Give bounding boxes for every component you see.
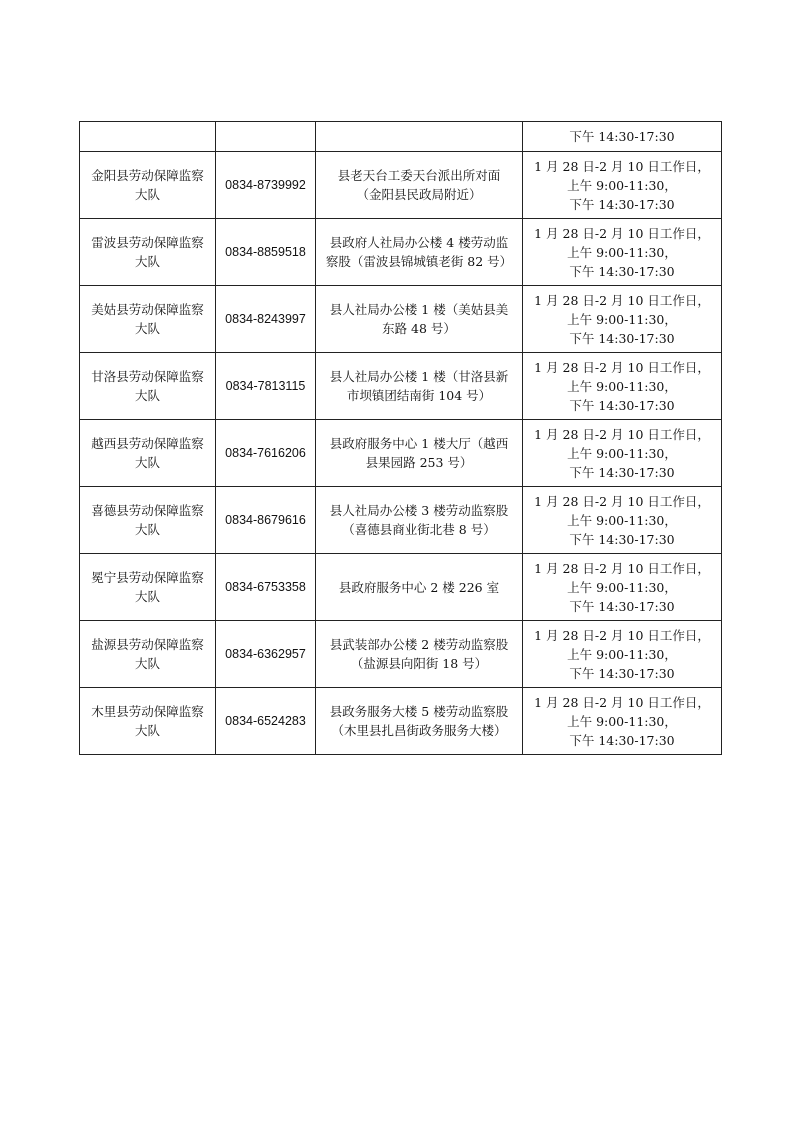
unit-name-line: 大队 xyxy=(134,589,160,604)
hours-line: 下午 14:30-17:30 xyxy=(569,263,675,279)
hours-line: 1 月 28 日-2 月 10 日工作日， xyxy=(534,292,710,308)
unit-name-line: 大队 xyxy=(134,656,160,671)
phone-cell: 0834-7813115 xyxy=(216,353,316,420)
hours-line: 上午 9:00-11:30， xyxy=(567,378,677,394)
address-cell xyxy=(316,487,523,554)
table-row xyxy=(80,487,722,554)
address-line: 县武装部办公楼 2 楼劳动监察股 xyxy=(329,637,509,652)
address-line: 县人社局办公楼 1 楼（美姑县美 xyxy=(329,302,509,317)
unit-cell xyxy=(80,621,216,688)
unit-name-line: 冕宁县劳动保障监察 xyxy=(91,570,204,585)
table-row xyxy=(80,621,722,688)
address-line: 县政府服务中心 2 楼 226 室 xyxy=(338,579,500,595)
hours-line: 上午 9:00-11:30， xyxy=(567,512,677,528)
address-cell xyxy=(316,554,523,621)
hours-line: 上午 9:00-11:30， xyxy=(567,445,677,461)
table-row xyxy=(80,152,722,219)
hours-line: 下午 14:30-17:30 xyxy=(569,531,675,547)
unit-name-line: 大队 xyxy=(134,723,160,738)
address-cell xyxy=(316,688,523,755)
table-row xyxy=(80,554,722,621)
table-row xyxy=(80,688,722,755)
table-row xyxy=(80,420,722,487)
unit-name-line: 盐源县劳动保障监察 xyxy=(91,637,204,652)
unit-name-line: 越西县劳动保障监察 xyxy=(91,436,204,451)
hours-line: 上午 9:00-11:30， xyxy=(567,646,677,662)
unit-name-line: 大队 xyxy=(134,388,160,403)
address-cell xyxy=(316,286,523,353)
unit-cell xyxy=(80,219,216,286)
hours-cell xyxy=(523,286,722,353)
hours-line: 下午 14:30-17:30 xyxy=(569,129,675,144)
unit-name-line: 甘洛县劳动保障监察 xyxy=(91,369,204,384)
hours-line: 1 月 28 日-2 月 10 日工作日， xyxy=(534,359,710,375)
address-cell xyxy=(316,621,523,688)
address-line: （盐源县向阳街 18 号） xyxy=(350,656,488,671)
hours-line: 下午 14:30-17:30 xyxy=(569,330,675,346)
unit-name-line: 大队 xyxy=(134,522,160,537)
hours-line: 下午 14:30-17:30 xyxy=(569,665,675,681)
hours-line: 1 月 28 日-2 月 10 日工作日， xyxy=(534,225,710,241)
address-line: 市坝镇团结南街 104 号） xyxy=(346,388,492,403)
unit-cell xyxy=(80,554,216,621)
unit-cell xyxy=(80,353,216,420)
phone-cell: 0834-6524283 xyxy=(216,688,316,755)
phone-cell: 0834-8739992 xyxy=(216,152,316,219)
address-line: 县老天台工委天台派出所对面 xyxy=(337,168,501,183)
hours-line: 1 月 28 日-2 月 10 日工作日， xyxy=(534,560,710,576)
hours-line: 1 月 28 日-2 月 10 日工作日， xyxy=(534,493,710,509)
phone-cell: 0834-6753358 xyxy=(216,554,316,621)
address-line: 县政府服务中心 1 楼大厅（越西 xyxy=(329,436,509,451)
hours-line: 1 月 28 日-2 月 10 日工作日， xyxy=(534,426,710,442)
address-line: （喜德县商业街北巷 8 号） xyxy=(342,522,496,537)
hours-line: 上午 9:00-11:30， xyxy=(567,579,677,595)
unit-name-line: 雷波县劳动保障监察 xyxy=(91,235,204,250)
hours-line: 下午 14:30-17:30 xyxy=(569,732,675,748)
hours-line: 1 月 28 日-2 月 10 日工作日， xyxy=(534,627,710,643)
phone-cell: 0834-8243997 xyxy=(216,286,316,353)
phone-cell: 0834-8859518 xyxy=(216,219,316,286)
hours-cell xyxy=(523,122,722,152)
table-row xyxy=(80,286,722,353)
table-row-continued xyxy=(80,122,722,152)
hours-cell xyxy=(523,219,722,286)
table-row xyxy=(80,353,722,420)
address-cell xyxy=(316,353,523,420)
unit-name-line: 大队 xyxy=(134,254,160,269)
phone-cell xyxy=(216,122,316,152)
hours-cell xyxy=(523,353,722,420)
address-line: 县政府人社局办公楼 4 楼劳动监 xyxy=(329,235,509,250)
address-cell xyxy=(316,219,523,286)
hours-cell xyxy=(523,420,722,487)
unit-name-line: 喜德县劳动保障监察 xyxy=(91,503,204,518)
unit-name-line: 美姑县劳动保障监察 xyxy=(91,302,204,317)
unit-cell xyxy=(80,420,216,487)
hours-line: 下午 14:30-17:30 xyxy=(569,196,675,212)
unit-cell xyxy=(80,487,216,554)
unit-cell xyxy=(80,152,216,219)
unit-name-line: 金阳县劳动保障监察 xyxy=(91,168,204,183)
phone-cell: 0834-7616206 xyxy=(216,420,316,487)
address-line: 察股（雷波县锦城镇老街 82 号） xyxy=(325,254,513,269)
phone-cell: 0834-8679616 xyxy=(216,487,316,554)
address-line: 县政务服务大楼 5 楼劳动监察股 xyxy=(329,704,509,719)
hours-cell xyxy=(523,487,722,554)
address-line: （木里县扎昌街政务服务大楼） xyxy=(331,723,507,738)
unit-name-line: 大队 xyxy=(134,455,160,470)
hours-line: 上午 9:00-11:30， xyxy=(567,713,677,729)
hours-cell xyxy=(523,688,722,755)
hours-line: 1 月 28 日-2 月 10 日工作日， xyxy=(534,694,710,710)
address-line: 县人社局办公楼 3 楼劳动监察股 xyxy=(329,503,509,518)
hours-line: 下午 14:30-17:30 xyxy=(569,598,675,614)
phone-cell: 0834-6362957 xyxy=(216,621,316,688)
hours-cell xyxy=(523,152,722,219)
address-line: 东路 48 号） xyxy=(382,321,456,336)
address-line: 县果园路 253 号） xyxy=(365,455,473,470)
hours-cell xyxy=(523,621,722,688)
address-line: （金阳县民政局附近） xyxy=(356,187,482,202)
unit-name-line: 大队 xyxy=(134,187,160,202)
address-cell xyxy=(316,152,523,219)
address-line: 县人社局办公楼 1 楼（甘洛县新 xyxy=(329,369,509,384)
hours-cell xyxy=(523,554,722,621)
labor-inspection-contact-table xyxy=(79,121,722,755)
unit-name-line: 木里县劳动保障监察 xyxy=(91,704,204,719)
hours-line: 下午 14:30-17:30 xyxy=(569,464,675,480)
hours-line: 上午 9:00-11:30， xyxy=(567,244,677,260)
address-cell xyxy=(316,122,523,152)
hours-line: 上午 9:00-11:30， xyxy=(567,177,677,193)
address-cell xyxy=(316,420,523,487)
unit-cell xyxy=(80,122,216,152)
hours-line: 1 月 28 日-2 月 10 日工作日， xyxy=(534,158,710,174)
unit-name-line: 大队 xyxy=(134,321,160,336)
table-row xyxy=(80,219,722,286)
unit-cell xyxy=(80,688,216,755)
unit-cell xyxy=(80,286,216,353)
hours-line: 上午 9:00-11:30， xyxy=(567,311,677,327)
hours-line: 下午 14:30-17:30 xyxy=(569,397,675,413)
